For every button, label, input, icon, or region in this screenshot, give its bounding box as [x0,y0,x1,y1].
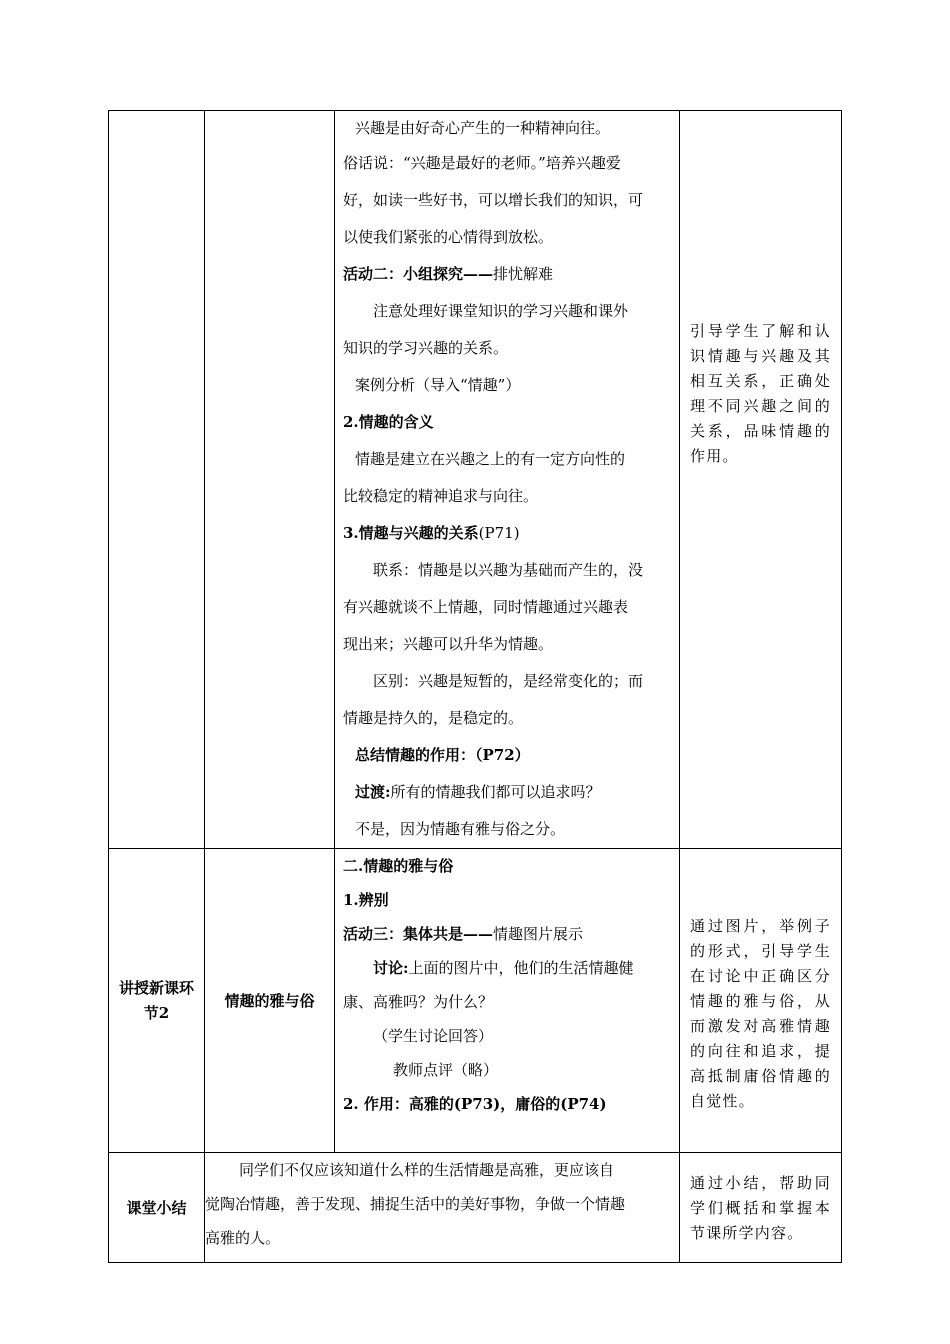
content-line: 以使我们紧张的心情得到放松。 [343,228,554,246]
content-line: 比较稳定的精神追求与向往。 [343,487,539,505]
discussion-text: 上面的图片中，他们的生活情趣健 [408,959,634,977]
activity-title: 排忧解难 [493,265,554,283]
summary-heading: 总结情趣的作用：（P72） [355,746,530,764]
content-line: 联系：情趣是以兴趣为基础而产生的，没 [373,561,644,579]
design-note: 引导学生了解和认识情趣与兴趣及其相互关系，正确处理不同兴趣之间的关系，品味情趣的作用。 [690,322,831,465]
summary-line: 同学们不仅应该知道什么样的生活情趣是高雅，更应该自 [239,1161,615,1179]
section-heading [335,515,679,552]
content-line: 兴趣是由好奇心产生的一种精神向往。 [355,119,611,137]
content-line [335,917,679,951]
content-line: 俗话说：“兴趣是最好的老师。”培养兴趣爱 [343,154,621,172]
design-note: 通过图片，举例子的形式，引导学生在讨论中正确区分情趣的雅与俗，从而激发对高雅情趣的向往和追求，提高抵制庸俗情趣的自觉性。 [690,917,831,1110]
content-line: （学生讨论回答） [373,1027,494,1045]
content-line: 情趣是建立在兴趣之上的有一定方向性的 [355,450,626,468]
activity-label: 活动三：集体共是—— [343,925,494,943]
content-cell [335,111,680,849]
content-line [335,774,679,811]
section-heading: 2. 作用：高雅的(P73)，庸俗的(P74) [343,1095,607,1113]
topic-cell [205,849,335,1153]
design-note-cell [680,849,842,1153]
lesson-plan-table [108,110,842,1263]
activity-title: 情趣图片展示 [493,925,584,943]
content-line: 不是，因为情趣有雅与俗之分。 [355,820,566,838]
content-line: 注意处理好课堂知识的学习兴趣和课外 [373,302,629,320]
stage-label: 讲授新课环节2 [118,978,194,1022]
section-heading: 二.情趣的雅与俗 [343,857,454,875]
transition-label: 过渡: [355,783,391,801]
content-line: 好，如读一些好书，可以增长我们的知识，可 [343,191,644,209]
content-line: 知识的学习兴趣的关系。 [343,339,509,357]
content-cell [335,849,680,1153]
transition-text: 所有的情趣我们都可以追求吗？ [390,783,601,801]
content-line [335,256,679,293]
content-line: 区别：兴趣是短暂的，是经常变化的；而 [373,672,644,690]
summary-line: 觉陶冶情趣，善于发现、捕捉生活中的美好事物，争做一个情趣 [205,1195,626,1213]
content-line: 有兴趣就谈不上情趣，同时情趣通过兴趣表 [343,598,629,616]
content-line: 案例分析（导入“情趣”） [355,376,521,394]
table-row [109,111,842,849]
section-heading: 2.情趣的含义 [343,413,434,431]
topic-cell-empty [205,111,335,849]
page-reference: (P71) [478,524,520,542]
topic-label: 情趣的雅与俗 [224,992,315,1010]
section-heading: 1.辨别 [343,891,389,909]
content-line: 现出来；兴趣可以升华为情趣。 [343,635,554,653]
content-line: 教师点评（略） [393,1061,499,1079]
design-note-cell [680,1153,842,1263]
design-note: 通过小结，帮助同学们概括和掌握本节课所学内容。 [690,1174,831,1242]
content-line: 情趣是持久的，是稳定的。 [343,709,524,727]
stage-cell [109,849,205,1153]
summary-line: 高雅的人。 [205,1229,281,1247]
table-row [109,849,842,1153]
content-line: 康、高雅吗？为什么？ [343,993,494,1011]
content-line [335,951,679,985]
activity-label: 活动二：小组探究—— [343,265,494,283]
stage-label: 课堂小结 [126,1199,187,1217]
design-note-cell [680,111,842,849]
summary-cell [205,1153,680,1263]
stage-cell-empty [109,111,205,849]
table-row [109,1153,842,1263]
discussion-label: 讨论: [373,959,409,977]
section-heading-text: 3.情趣与兴趣的关系 [343,524,479,542]
stage-cell [109,1153,205,1263]
